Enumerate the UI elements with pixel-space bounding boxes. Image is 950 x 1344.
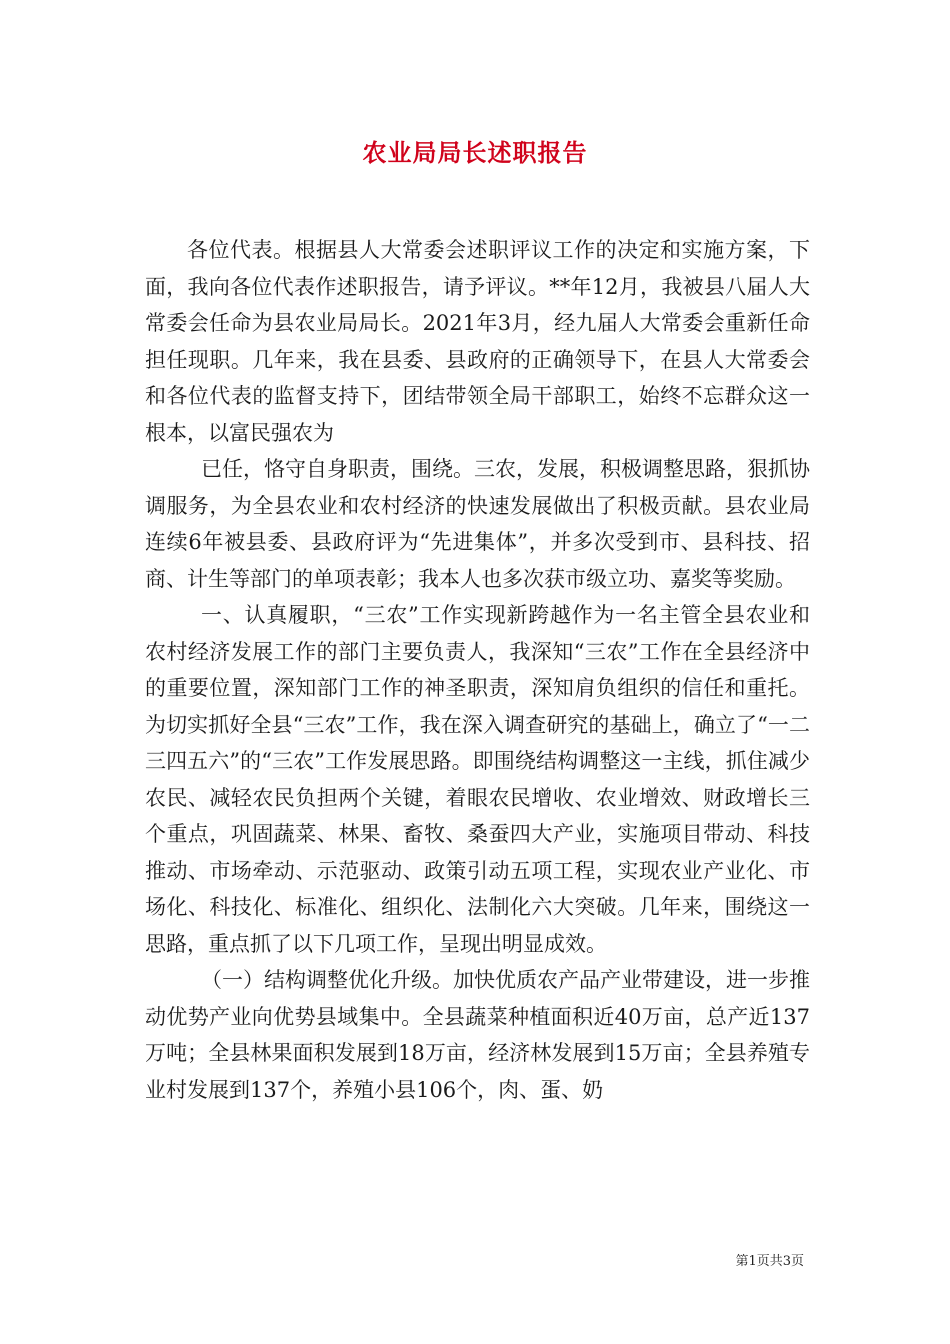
paragraph-duties: 已任，恪守自身职责，围绕。三农，发展，积极调整思路，狠抓协调服务，为全县农业和农村经济的快速发展做出了积极贡献。县农业局连续6年被县委、县政府评为“先进集体”，并多次受到市、县科技、招商、计生等部门的单项表彰；我本人也多次获市级立功、嘉奖等奖励。 [145, 457, 810, 591]
paragraph-intro: 各位代表。根据县人大常委会述职评议工作的决定和实施方案，下面，我向各位代表作述职报告，请予评议。**年12月，我被县八届人大常委会任命为县农业局局长。2021年3月，经九届人大常委会重新任命担任现职。几年来，我在县委、县政府的正确领导下，在县人大常委会和各位代表的监督支持下，团结带领全局干部职工，始终不忘群众这一根本，以富民强农为 [145, 238, 810, 445]
paragraph-structure-adjustment: （一）结构调整优化升级。加快优质农产品产业带建设，进一步推动优势产业向优势县域集中。全县蔬菜种植面积近40万亩，总产近137万吨；全县林果面积发展到18万亩，经济林发展到15万亩；全县养殖专业村发展到137个，养殖小县106个，肉、蛋、奶 [145, 968, 810, 1102]
paragraph-section-one: 一、认真履职，“三农”工作实现新跨越作为一名主管全县农业和农村经济发展工作的部门主要负责人，我深知“三农”工作在全县经济中的重要位置，深知部门工作的神圣职责，深知肩负组织的信任和重托。为切实抓好全县“三农”工作，我在深入调查研究的基础上，确立了“一二三四五六”的“三农”工作发展思路。即围绕结构调整这一主线，抓住减少农民、减轻农民负担两个关键，着眼农民增收、农业增效、财政增长三个重点，巩固蔬菜、林果、畜牧、桑蚕四大产业，实施项目带动、科技推动、市场牵动、示范驱动、政策引动五项工程，实现农业产业化、市场化、科技化、标准化、组织化、法制化六大突破。几年来，围绕这一思路，重点抓了以下几项工作，呈现出明显成效。 [145, 603, 810, 956]
document-body [145, 232, 810, 1108]
page-number: 第1页共3页 [735, 1254, 804, 1269]
page-title: 农业局局长述职报告 [362, 138, 588, 167]
